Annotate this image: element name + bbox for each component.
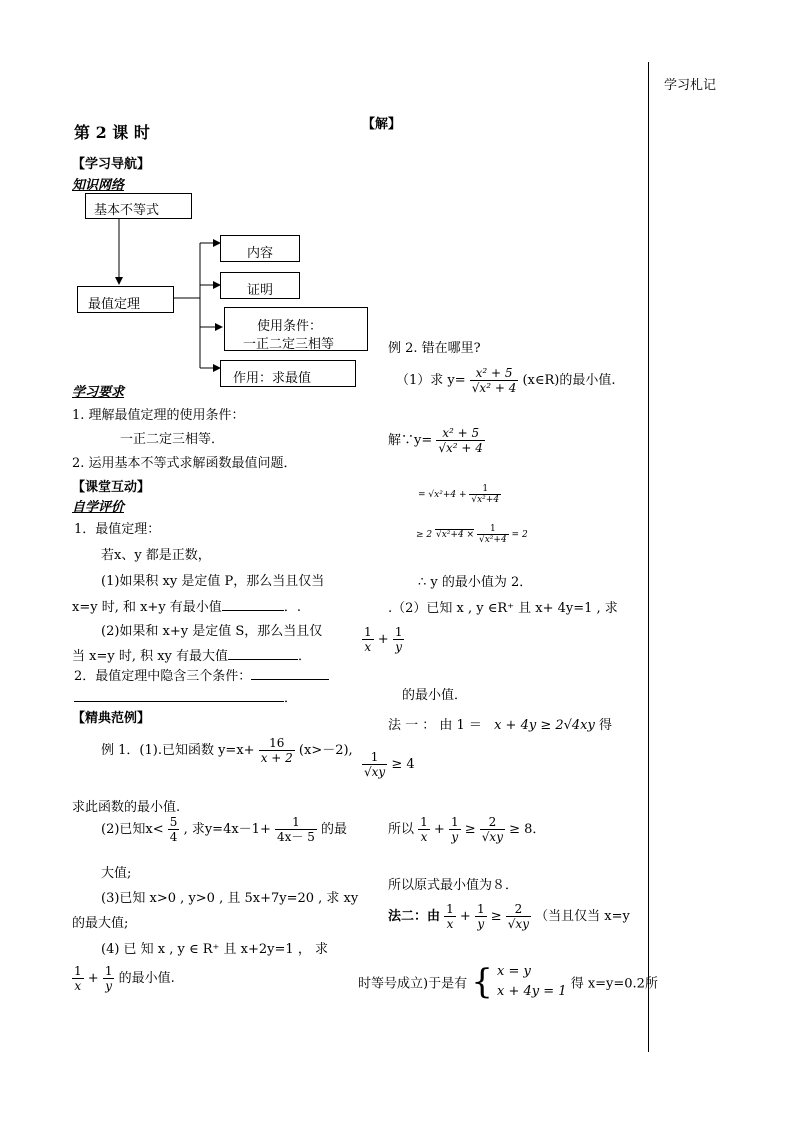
self-eval-q1-b-line2: 当 x=y 时, 积 xy 有最大值 ．: [72, 649, 312, 664]
example1-part2: (2)已知x< $\frac{5}{4}$ , 求y=4x－1+ $\frac{1}{4x- 5}$ 的最: [101, 815, 347, 844]
example1-part2-ask: 大值;: [101, 866, 132, 881]
self-eval-q1: 1．最值定理：: [74, 522, 161, 537]
self-eval-q1-a-line1: (1)如果积 xy 是定值 P，那么当且仅当: [101, 574, 325, 589]
example1-part1: 例 1．(1).已知函数 y=x+ $\frac{16}{x + 2}$ (x>－2),: [101, 736, 353, 765]
example2-step1: = √x²+4 + $\frac{1}{\text{√x²+4}}$: [418, 484, 500, 505]
example1-ask: 求此函数的最小值.: [72, 800, 181, 815]
self-eval-q2-line2: ．: [74, 687, 297, 706]
requirement-1-detail: 一正二定三相等．: [120, 432, 225, 447]
example2-q1: （1）求 y= $\frac{\text{x² + 5}}{\text{√x² + 4}}$ (x∈R)的最小值.: [396, 366, 616, 395]
self-eval-q2: 2．最值定理中隐含三个条件：: [74, 665, 329, 684]
method1-result: 所以原式最小值为８．: [388, 878, 519, 893]
self-eval-q1-a-line2: x=y 时, 和 x+y 有最小值 ．.: [72, 600, 301, 615]
example2-conclusion: ∴ y 的最小值为 2．: [418, 575, 533, 590]
requirement-2: 2. 运用基本不等式求解函数最值问题．: [72, 456, 297, 471]
section-requirements: 学习要求: [72, 385, 125, 400]
diagram-node-proof: 证明: [220, 272, 300, 299]
section-examples: 【精典范例】: [72, 711, 151, 726]
example2-title: 例 2. 错在哪里?: [388, 341, 481, 356]
answer-blank[interactable]: [74, 690, 284, 702]
diagram-node-root: 基本不等式: [85, 193, 192, 219]
section-solution: 【解】: [362, 117, 402, 132]
example1-part3: (3)已知 x>0 , y>0 , 且 5x+7y=20 , 求 xy: [101, 891, 359, 906]
example2-step2: ≥ 2 √x²+4 × $\frac{1}{\text{√x²+4}}$ = 2: [416, 524, 528, 545]
section-interaction: 【课堂互动】: [72, 480, 151, 495]
self-eval-q1-b-line1: (2)如果和 x+y 是定值 S，那么当且仅: [101, 624, 323, 639]
example2-q2-expr: $\frac{1}{x}$ + $\frac{1}{y}$: [364, 625, 403, 654]
diagram-node-theorem: 最值定理: [77, 286, 174, 313]
diagram-node-condition: 使用条件： 一正二定三相等: [224, 307, 368, 351]
method2-system-line: 时等号成立)于是有 { x = y x + 4y = 1 得 x=y=0.2所: [358, 962, 658, 1002]
answer-blank[interactable]: [228, 648, 298, 660]
diagram-node-content: 内容: [220, 235, 300, 262]
example1-part4: (4) 已 知 x , y ∈ R⁺ 且 x+2y=1 ， 求: [101, 942, 328, 957]
answer-blank[interactable]: [251, 668, 329, 680]
method1-so: 所以 $\frac{1}{x}$ + $\frac{1}{y}$ ≥ $\frac{2}{√xy}$ ≥ 8．: [388, 815, 546, 844]
section-knowledge-network: 知识网络: [72, 178, 125, 193]
section-nav: 【学习导航】: [72, 157, 151, 172]
example1-part3-end: 的最大值;: [72, 916, 129, 931]
margin-divider: [648, 62, 649, 1052]
example2-solution-start: 解∵y= $\frac{\text{x² + 5}}{\text{√x² + 4}}$: [388, 426, 483, 455]
margin-note: 学习札记: [664, 78, 717, 93]
diagram-node-use: 作用：求最值: [220, 360, 356, 387]
section-self-eval: 自学评价: [72, 500, 125, 515]
method1-line: 法 一 ： 由 1 ＝ x + 4y ≥ 2√4xy 得: [388, 718, 612, 733]
example1-part4-end: $\frac{1}{x}$ + $\frac{1}{y}$ 的最小值.: [74, 964, 175, 993]
method1-inequality: $\frac{1}{√xy}$ ≥ 4: [364, 750, 415, 779]
example2-q2: .（2）已知 x , y ∈R⁺ 且 x+ 4y=1 , 求: [388, 601, 618, 616]
requirement-1: 1. 理解最值定理的使用条件：: [72, 408, 245, 423]
answer-blank[interactable]: [222, 599, 284, 611]
method2-line: 法二：由 $\frac{1}{x}$ + $\frac{1}{y}$ ≥ $\frac{2}{√xy}$ （当且仅当 x=y: [388, 902, 630, 931]
self-eval-q1-intro: 若x、y 都是正数，: [101, 548, 211, 563]
example2-q2-end: 的最小值．: [402, 688, 468, 703]
lesson-title: 第 2 课 时: [74, 123, 150, 142]
